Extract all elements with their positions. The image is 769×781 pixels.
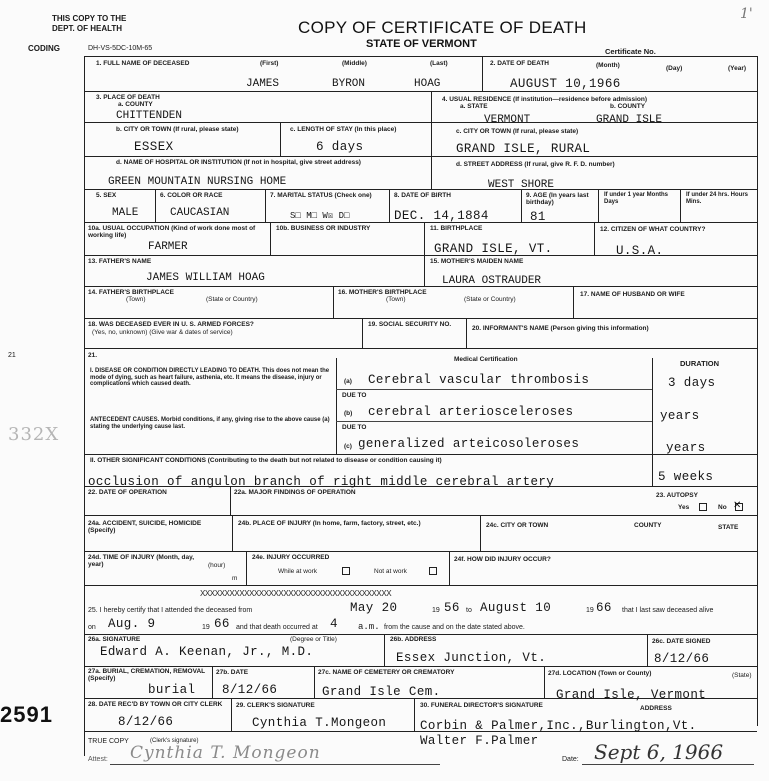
- coding-label: CODING: [28, 44, 60, 53]
- label-under-1-year: If under 1 year Months Days: [604, 192, 669, 205]
- label-usual-residence: 4. USUAL RESIDENCE (If institution—residence before admission): [442, 96, 648, 103]
- vrule: [232, 515, 233, 551]
- label-how-injury: 24f. HOW DID INJURY OCCUR?: [454, 556, 551, 563]
- value-stay: 6 days: [316, 140, 364, 154]
- rule-top: [84, 56, 757, 57]
- label-stay: c. LENGTH OF STAY (In this place): [290, 126, 397, 133]
- rule: [84, 189, 757, 190]
- copy-to-line2: DEPT. OF HEALTH: [52, 24, 123, 33]
- label-disposition: 27a. BURIAL, CREMATION, REMOVAL (Specify): [88, 668, 206, 682]
- vrule: [414, 698, 415, 731]
- value-cause-b: cerebral arteriosceleroses: [368, 405, 574, 419]
- vrule: [647, 634, 648, 666]
- file-number: 2591: [0, 702, 53, 727]
- label-from-19: 19: [432, 607, 440, 614]
- label-due-to-2: DUE TO: [342, 424, 367, 431]
- label-other-conditions: II. OTHER SIGNIFICANT CONDITIONS (Contributing to the death but not related to disease or condition causing it): [90, 457, 442, 464]
- value-from-year: 56: [444, 601, 460, 615]
- value-marital: S□ M□ W☒ D□: [290, 211, 350, 221]
- value-death-time: 4: [330, 617, 338, 631]
- frame-left: [84, 56, 85, 756]
- label-occupation: 10a. USUAL OCCUPATION (Kind of work done most of working life): [88, 225, 256, 239]
- value-res-city: GRAND ISLE, RURAL: [456, 142, 591, 156]
- label-father-state: (State or Country): [206, 296, 258, 303]
- label-middle: (Middle): [342, 60, 367, 67]
- label-date: Date:: [562, 756, 579, 763]
- value-sex: MALE: [112, 207, 139, 219]
- label-autopsy: 23. AUTOPSY: [656, 492, 698, 499]
- autopsy-yes-checkbox: [699, 503, 707, 511]
- value-birthplace: GRAND ISLE, VT.: [434, 242, 553, 256]
- label-place-of-death: 3. PLACE OF DEATH: [96, 94, 160, 101]
- label-due-to-1: DUE TO: [342, 392, 367, 399]
- vrule: [230, 486, 231, 515]
- rule: [84, 286, 757, 287]
- vrule: [270, 222, 271, 255]
- stamp-number: 332X: [8, 424, 60, 445]
- label-year: (Year): [728, 65, 747, 72]
- vrule: [389, 189, 390, 222]
- label-father-town: (Town): [126, 296, 146, 303]
- label-clerk-signature: 29. CLERK'S SIGNATURE: [236, 702, 315, 709]
- label-date-received: 28. DATE REC'D BY TOWN OR CITY CLERK: [88, 701, 223, 708]
- label-time-of-injury: 24d. TIME OF INJURY (Month, day, year): [88, 554, 195, 568]
- rule: [84, 551, 757, 552]
- label-location: 27d. LOCATION (Town or County): [548, 670, 652, 677]
- label-last-saw: that I last saw deceased alive: [622, 607, 714, 614]
- value-attended-to: August 10: [480, 601, 552, 615]
- label-address: 26b. ADDRESS: [390, 636, 437, 643]
- label-date-of-death: 2. DATE OF DEATH: [490, 60, 549, 67]
- label-cause-date: from the cause and on the date stated above.: [384, 624, 525, 631]
- label-father: 13. FATHER'S NAME: [88, 258, 152, 265]
- value-date-of-death: AUGUST 10,1966: [510, 77, 621, 91]
- rule: [84, 634, 757, 635]
- label-on-19: 19: [202, 624, 210, 631]
- value-duration-a: 3 days: [668, 376, 716, 390]
- label-marital: 7. MARITAL STATUS (Check one): [270, 192, 372, 199]
- label-citizen: 12. CITIZEN OF WHAT COUNTRY?: [600, 226, 706, 233]
- label-antecedent: ANTECEDENT CAUSES. Morbid conditions, if any, giving rise to the above cause (a) stating the underlying cause last.: [90, 417, 330, 430]
- label-under-24-hrs: If under 24 hrs. Hours Mins.: [686, 192, 749, 205]
- rule: [84, 156, 757, 157]
- label-hour: (hour): [208, 562, 226, 569]
- label-month: (Month): [596, 62, 620, 69]
- value-occupation: FARMER: [148, 241, 188, 253]
- at-work-checkbox: [342, 567, 350, 575]
- label-age: 9. AGE (In years last birthday): [526, 192, 589, 206]
- label-injury-city: 24c. CITY OR TOWN: [486, 522, 549, 529]
- label-injury-county: COUNTY: [634, 522, 662, 529]
- value-middle-name: BYRON: [332, 78, 366, 90]
- rule: [84, 91, 757, 92]
- label-m: m: [232, 575, 238, 582]
- vrule: [231, 698, 232, 731]
- value-duration-other: 5 weeks: [658, 470, 714, 484]
- label-to: to: [466, 607, 472, 614]
- label-cause-immediate: I. DISEASE OR CONDITION DIRECTLY LEADING TO DEATH. This does not mean the mode of dying, such as heart failure, asthenia, etc. It means the disease, injury or complications which caused death.: [90, 368, 330, 387]
- vrule: [362, 318, 363, 348]
- value-duration-b: years: [660, 409, 700, 423]
- value-res-state: VERMONT: [484, 114, 531, 126]
- value-last-name: HOAG: [414, 78, 441, 90]
- value-mother: LAURA OSTRAUDER: [442, 275, 542, 287]
- vrule: [680, 189, 681, 222]
- label-at-work: While at work: [278, 568, 318, 575]
- label-funeral-director: 30. FUNERAL DIRECTOR'S SIGNATURE: [420, 702, 543, 709]
- vrule: [521, 189, 522, 222]
- label-res-state: a. STATE: [460, 103, 488, 110]
- frame-right: [757, 56, 758, 726]
- vrule: [265, 189, 266, 222]
- value-clerk: Cynthia T.Mongeon: [252, 716, 387, 730]
- side-number: 21: [8, 352, 16, 359]
- label-operation-date: 22. DATE OF OPERATION: [88, 489, 167, 496]
- vrule: [594, 222, 595, 255]
- value-disposition: burial: [148, 683, 196, 697]
- vrule: [246, 551, 247, 585]
- value-date-received: 8/12/66: [118, 715, 174, 729]
- not-at-work-checkbox: [429, 567, 437, 575]
- label-death-occurred: and that death occurred at: [236, 624, 318, 631]
- rule: [84, 585, 757, 586]
- value-funeral-director: Walter F.Palmer: [420, 734, 539, 748]
- rule: [84, 318, 757, 319]
- rule: [336, 389, 652, 390]
- value-age: 81: [530, 210, 546, 224]
- value-cause-a: Cerebral vascular thrombosis: [368, 373, 590, 387]
- label-mother-birthplace: 16. MOTHER'S BIRTHPLACE: [338, 289, 427, 296]
- value-county: CHITTENDEN: [116, 110, 183, 122]
- value-hospital: GREEN MOUNTAIN NURSING HOME: [108, 176, 287, 188]
- label-injury-occurred: 24e. INJURY OCCURRED: [252, 554, 330, 561]
- label-city: b. CITY OR TOWN (If rural, please state): [116, 126, 239, 133]
- label-race: 6. COLOR OR RACE: [160, 192, 223, 199]
- label-armed-forces: 18. WAS DECEASED EVER IN U. S. ARMED FORCES?: [88, 321, 254, 328]
- vrule: [212, 666, 213, 698]
- value-last-seen-year: 66: [214, 617, 230, 631]
- label-armed-forces-sub: (Yes, no, unknown) (Give war & dates of service): [92, 329, 233, 336]
- label-first: (First): [260, 60, 279, 67]
- vrule: [384, 634, 385, 666]
- label-dob: 8. DATE OF BIRTH: [394, 192, 451, 199]
- value-first-name: JAMES: [246, 78, 280, 90]
- label-mother-state: (State or Country): [464, 296, 516, 303]
- label-to-19: 19: [586, 607, 594, 614]
- value-attended-from: May 20: [350, 601, 398, 615]
- label-informant: 20. INFORMANT'S NAME (Person giving this information): [472, 325, 649, 332]
- label-mother-town: (Town): [386, 296, 406, 303]
- label-place-of-injury: 24b. PLACE OF INJURY (In home, farm, factory, street, etc.): [238, 520, 421, 527]
- certificate-no-label: Certificate No.: [605, 47, 656, 56]
- value-race: CAUCASIAN: [170, 207, 230, 219]
- label-injury-state: STATE: [718, 524, 739, 531]
- label-duration: DURATION: [680, 359, 720, 368]
- label-b: (b): [344, 410, 353, 417]
- label-funeral-address: ADDRESS: [640, 705, 672, 712]
- label-operation-findings: 22a. MAJOR FINDINGS OF OPERATION: [234, 489, 356, 496]
- vrule: [280, 122, 281, 156]
- page-title: COPY OF CERTIFICATE OF DEATH: [298, 18, 587, 37]
- value-duration-c: years: [666, 441, 706, 455]
- value-burial-date: 8/12/66: [222, 683, 278, 697]
- label-last: (Last): [430, 60, 448, 67]
- form-code: DH-VS-5DC-10M-65: [88, 45, 153, 52]
- label-clerk-sig: (Clerk's signature): [150, 738, 199, 744]
- value-citizen: U.S.A.: [616, 244, 664, 258]
- label-medical-certification: Medical Certification: [454, 356, 518, 363]
- vrule: [598, 189, 599, 222]
- corner-mark: 1': [740, 6, 753, 22]
- value-father: JAMES WILLIAM HOAG: [146, 272, 265, 284]
- crossed-out-line: XXXXXXXXXXXXXXXXXXXXXXXXXXXXXXXXXXXXXXX: [200, 589, 392, 599]
- label-not-at-work: Not at work: [374, 568, 407, 575]
- label-sex: 5. SEX: [96, 192, 117, 199]
- label-business: 10b. BUSINESS OR INDUSTRY: [276, 225, 371, 232]
- value-funeral-home: Corbin & Palmer,Inc.,Burlington,Vt.: [420, 719, 697, 733]
- label-location-state: (State): [732, 672, 752, 679]
- label-county: a. COUNTY: [118, 101, 153, 108]
- rule: [582, 764, 754, 765]
- value-date-signed: 8/12/66: [654, 652, 710, 666]
- vrule: [573, 286, 574, 318]
- label-autopsy-no: No: [718, 504, 727, 511]
- copy-date: Sept 6, 1966: [594, 740, 724, 764]
- copy-to-line1: THIS COPY TO THE: [52, 14, 127, 23]
- label-on: on: [88, 624, 96, 631]
- label-attest: Attest:: [88, 756, 108, 763]
- value-last-seen: Aug. 9: [108, 617, 156, 631]
- vrule: [155, 189, 156, 222]
- label-degree: (Degree or Title): [290, 636, 337, 643]
- label-street: d. STREET ADDRESS (If rural, give R. F. D. number): [456, 161, 615, 168]
- vrule: [449, 551, 450, 585]
- label-res-county: b. COUNTY: [610, 103, 646, 110]
- label-hospital: d. NAME OF HOSPITAL OR INSTITUTION (If not in hospital, give street address): [116, 159, 361, 166]
- label-c: (c): [344, 443, 352, 450]
- value-city: ESSEX: [134, 140, 174, 154]
- vrule: [466, 318, 467, 348]
- value-address: Essex Junction, Vt.: [396, 651, 547, 665]
- label-autopsy-yes: Yes: [678, 504, 690, 511]
- value-cause-c: generalized arteicosoleroses: [358, 437, 580, 451]
- label-burial-date: 27b. DATE: [216, 669, 249, 676]
- attest-signature: Cynthia T. Mongeon: [130, 743, 321, 763]
- value-signature: Edward A. Keenan, Jr., M.D.: [100, 645, 314, 659]
- rule: [84, 515, 757, 516]
- autopsy-no-check-icon: ✕: [733, 500, 742, 511]
- label-res-city: c. CITY OR TOWN (If rural, please state): [456, 128, 579, 135]
- value-dob: DEC. 14,1884: [394, 209, 489, 223]
- label-cemetery: 27c. NAME OF CEMETERY OR CREMATORY: [318, 669, 455, 676]
- label-day: (Day): [666, 65, 683, 72]
- rule: [336, 421, 652, 422]
- value-cemetery: Grand Isle Cem.: [322, 685, 441, 699]
- value-death-ampm: a.m.: [358, 622, 380, 632]
- vrule: [482, 56, 483, 91]
- vrule: [314, 666, 315, 698]
- vrule: [424, 222, 425, 286]
- value-to-year: 66: [596, 601, 612, 615]
- vrule: [544, 666, 545, 698]
- vrule: [336, 358, 337, 454]
- value-street: WEST SHORE: [488, 179, 555, 191]
- label-21: 21.: [88, 352, 98, 359]
- page-subtitle: STATE OF VERMONT: [366, 38, 477, 50]
- label-signature: 26a. SIGNATURE: [88, 636, 141, 643]
- label-a: (a): [344, 378, 352, 385]
- label-birthplace: 11. BIRTHPLACE: [430, 225, 483, 232]
- value-location: Grand Isle, Vermont: [556, 688, 707, 702]
- label-certify: 25. I hereby certify that I attended the deceased from: [88, 607, 253, 614]
- vrule: [431, 91, 432, 189]
- label-date-signed: 26c. DATE SIGNED: [652, 638, 711, 645]
- label-spouse: 17. NAME OF HUSBAND OR WIFE: [580, 291, 685, 298]
- label-true-copy: TRUE COPY: [88, 738, 129, 745]
- rule: [110, 764, 440, 765]
- label-father-birthplace: 14. FATHER'S BIRTHPLACE: [88, 289, 174, 296]
- vrule: [652, 358, 653, 486]
- rule: [84, 348, 757, 349]
- label-ssn: 19. SOCIAL SECURITY NO.: [368, 321, 452, 328]
- rule: [84, 454, 757, 455]
- rule: [84, 666, 757, 667]
- vrule: [480, 515, 481, 551]
- vrule: [333, 286, 334, 318]
- value-other-conditions: occlusion of angulon branch of right middle cerebral artery: [88, 475, 555, 489]
- label-accident: 24a. ACCIDENT, SUICIDE, HOMICIDE (Specify): [88, 520, 202, 534]
- label-full-name: 1. FULL NAME OF DECEASED: [96, 60, 190, 67]
- value-res-county: GRAND ISLE: [596, 114, 663, 126]
- label-mother: 15. MOTHER'S MAIDEN NAME: [430, 258, 524, 265]
